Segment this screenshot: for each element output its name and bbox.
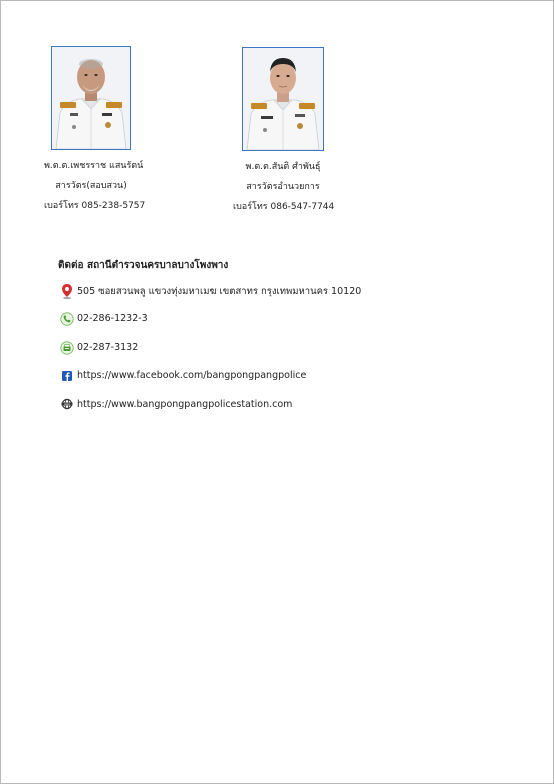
contact-title: ติดต่อ สถานีตำรวจนครบาลบางโพงพาง xyxy=(58,260,229,271)
location-pin-icon xyxy=(60,283,74,297)
svg-text:www: www xyxy=(64,403,70,407)
fax-row xyxy=(58,341,518,370)
officer-phone: เบอร์โทร 086-547-7744 xyxy=(233,202,335,212)
facebook-link[interactable]: https://www.facebook.com/bangpongpangpolice xyxy=(77,370,307,382)
officer-phone: เบอร์โทร 085-238-5757 xyxy=(44,201,146,211)
phone-icon xyxy=(60,312,74,326)
globe-icon xyxy=(60,398,74,412)
officer-card xyxy=(233,47,333,217)
website-row xyxy=(58,398,518,427)
address-row xyxy=(58,283,518,312)
officer-card xyxy=(44,46,146,216)
fax-icon xyxy=(60,341,74,355)
phone-text: 02-286-1232-3 xyxy=(77,312,148,324)
contact-section xyxy=(58,258,518,427)
officer-name: พ.ต.ต.สันติ ศำพันธุ์ xyxy=(245,162,321,172)
facebook-icon xyxy=(60,369,74,383)
officer-position: สารวัตรอำนวยการ xyxy=(246,182,320,192)
phone-row xyxy=(58,312,518,341)
officer-name: พ.ต.ต.เพชรราช แสนรัตน์ xyxy=(44,161,144,171)
officer-photo xyxy=(242,47,324,151)
website-link[interactable]: https://www.bangpongpangpolicestation.com xyxy=(77,399,293,411)
address-text: 505 ซอยสวนพลู แขวงทุ่งมหาเมฆ เขตสาทร กรุงเทพมหานคร 10120 xyxy=(77,286,362,297)
officer-position: สารวัตร(สอบสวน) xyxy=(55,181,127,191)
fax-text: 02-287-3132 xyxy=(77,341,139,353)
facebook-row xyxy=(58,369,518,398)
officer-photo xyxy=(51,46,131,150)
